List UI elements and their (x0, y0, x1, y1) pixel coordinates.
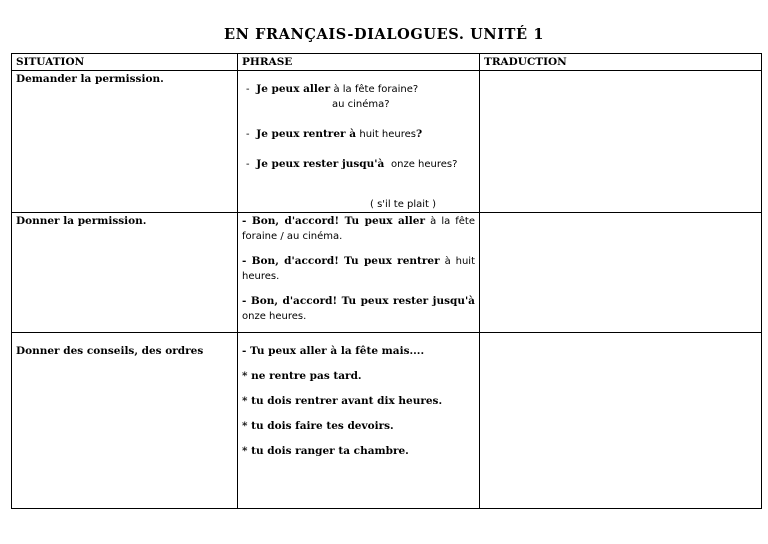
phrase-bold: Je peux aller (256, 83, 331, 95)
phrase-text: à la fête foraine / au cinéma. (242, 216, 475, 242)
phrase-bold: ? (416, 128, 423, 140)
table-row (12, 333, 762, 509)
phrase-cell (238, 71, 480, 213)
phrase-text: au cinéma? (332, 99, 390, 110)
phrase-cell (238, 213, 480, 333)
phrase-bold: - Bon, d'accord! Tu peux aller (242, 215, 425, 227)
phrase-bold: - Bon, d'accord! Tu peux rester jusqu'à (242, 295, 475, 307)
situation-text: Donner des conseils, des ordres (16, 345, 204, 357)
phrase-line (242, 97, 475, 112)
phrase-bold: Je peux rester jusqu'à (256, 158, 385, 170)
phrase-line (242, 294, 475, 324)
traduction-cell (480, 333, 762, 509)
traduction-cell (480, 213, 762, 333)
situation-cell: Donner la permission. (12, 213, 238, 333)
header-situation: SITUATION (12, 54, 238, 71)
phrase-text: à huit heures. (242, 256, 476, 282)
phrase-text: ( s'il te plait ) (370, 199, 437, 210)
header-row (12, 54, 762, 71)
phrase-line: * tu dois rentrer avant dix heures. (242, 395, 443, 407)
phrase-bold: Je peux rentrer à (256, 128, 357, 140)
table-row (12, 213, 762, 333)
phrase-line: - Je peux aller à la fête foraine? (246, 83, 419, 95)
phrase-line (242, 214, 475, 244)
situation-cell: Demander la permission. (12, 71, 238, 213)
phrase-line: - Je peux rester jusqu'à onze heures? (246, 158, 458, 170)
header-phrase: PHRASE (238, 54, 480, 71)
phrase-line: - Tu peux aller à la fête mais.... (242, 345, 425, 357)
phrase-text: onze heures. (242, 311, 307, 322)
phrase-line (242, 254, 475, 284)
phrase-line: * tu dois ranger ta chambre. (242, 445, 409, 457)
phrase-bold: - Bon, d'accord! Tu peux rentrer (242, 255, 440, 267)
page-title: EN FRANÇAIS-DIALOGUES. UNITÉ 1 (223, 26, 545, 43)
phrase-line: - Je peux rentrer à huit heures? (246, 128, 423, 140)
phrase-text: à la fête foraine? (333, 84, 419, 95)
traduction-cell (480, 71, 762, 213)
phrase-line: * ne rentre pas tard. (242, 370, 362, 382)
phrase-text: huit heures (359, 129, 416, 140)
phrase-text: onze heures? (390, 159, 458, 170)
phrase-cell (238, 333, 480, 509)
situation-cell (12, 333, 238, 509)
phrase-note (242, 197, 475, 212)
table-row (12, 71, 762, 213)
header-traduction: TRADUCTION (480, 54, 762, 71)
dialogue-table (11, 53, 762, 509)
phrase-line: * tu dois faire tes devoirs. (242, 420, 394, 432)
